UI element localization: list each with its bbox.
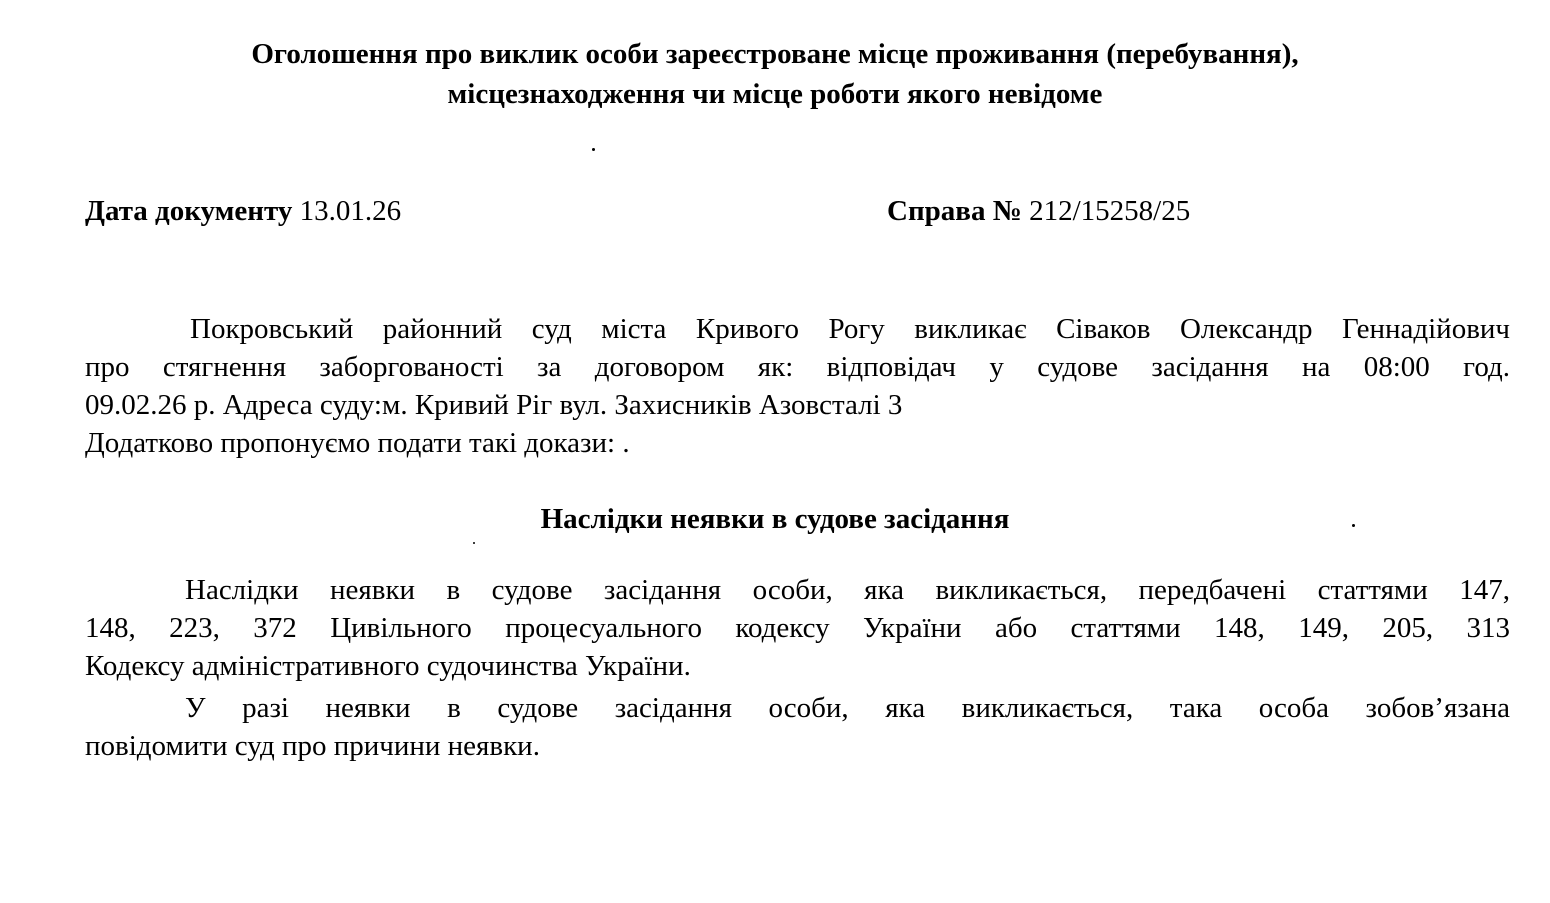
summons-line: Покровський районний суд міста Кривого Рогу викликає Сіваков Олександр Геннадійович: [190, 313, 1510, 345]
document-date-label: Дата документу: [85, 195, 293, 227]
consequences-line: Наслідки неявки в судове засідання особи, яка викликається, передбачені статтями 147,: [185, 574, 1510, 606]
scan-speck: [1352, 524, 1355, 527]
consequences-line: У разі неявки в судове засідання особи, яка викликається, така особа зобов’язана: [185, 692, 1510, 724]
case-number-value: 212/15258/25: [1029, 195, 1191, 227]
consequences-paragraph-2: [85, 689, 1510, 765]
document-date-value: 13.01.26: [299, 195, 402, 227]
consequences-line: 148, 223, 372 Цивільного процесуального кодексу України або статтями 148, 149, 205, 313: [85, 612, 1510, 644]
consequences-line: повідомити суд про причини неявки.: [85, 730, 540, 762]
summons-line: Додатково пропонуємо подати такі докази: .: [85, 427, 630, 459]
consequences-heading: Наслідки неявки в судове засідання: [540, 503, 1010, 535]
case-number-label: Справа №: [887, 195, 1022, 227]
case-number: [887, 192, 1190, 230]
document-title-line-2: місцезнаходження чи місце роботи якого невідоме: [447, 78, 1103, 110]
summons-paragraph: [85, 310, 1510, 462]
summons-line: про стягнення заборгованості за договором як: відповідач у судове засідання на 08:00 год.: [85, 351, 1510, 383]
consequences-paragraph-1: [85, 571, 1510, 685]
summons-line: 09.02.26 р. Адреса суду:м. Кривий Ріг вул. Захисників Азовсталі 3: [85, 389, 903, 421]
consequences-line: Кодексу адміністративного судочинства України.: [85, 650, 691, 682]
document-title-line-1: Оголошення про виклик особи зареєстроване місце проживання (перебування),: [251, 38, 1299, 70]
scan-speck: [473, 542, 475, 544]
scan-speck: [592, 148, 595, 151]
document-date: [85, 192, 401, 230]
